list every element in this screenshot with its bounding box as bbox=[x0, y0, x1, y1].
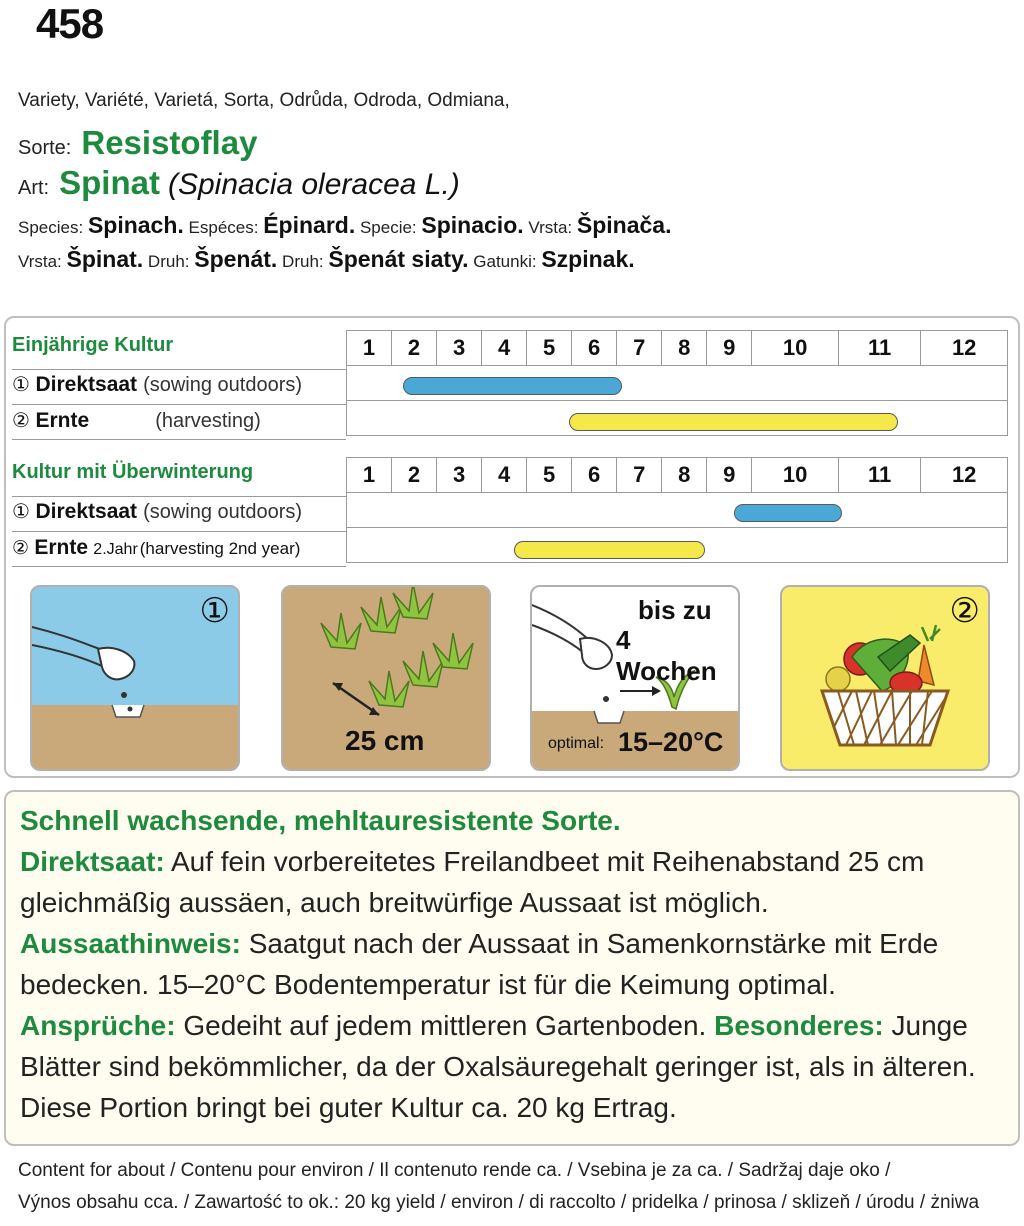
month-header-11: 11 bbox=[838, 458, 920, 493]
variety-row bbox=[18, 124, 257, 162]
aussaat-paragraph: Aussaathinweis: Saatgut nach der Aussaat in Samenkornstärke mit Erde bedecken. 15–20°C Bodentemperatur ist für die Keimung optimal. bbox=[20, 928, 939, 1000]
species-translations-line-2: Vrsta: Špinat. Druh: Špenát. Druh: Špenát siaty. Gatunki: Szpinak. bbox=[18, 246, 635, 272]
species-row bbox=[18, 164, 460, 202]
description-panel bbox=[4, 790, 1020, 1146]
annual-sowing-period-bar bbox=[403, 377, 622, 395]
product-number: 458 bbox=[36, 0, 104, 47]
overwinter-harvest-period-bar bbox=[514, 541, 705, 559]
footer-line-2: Výnos obsahu cca. / Zawartość to ok.: 20 kg yield / environ / di raccolto / pridelka / prinosa / sklizeň / úrodu / żniwa bbox=[18, 1192, 980, 1213]
annual-harvest-period-bar bbox=[569, 413, 898, 431]
month-header-5: 5 bbox=[527, 331, 572, 366]
harvest-pictogram bbox=[780, 585, 990, 771]
footer-line-1: Content for about / Contenu pour environ / Il contenuto rende ca. / Vsebina je za ca. / Sadržaj daje oko / bbox=[18, 1160, 891, 1181]
month-header-8: 8 bbox=[662, 458, 707, 493]
month-header-4: 4 bbox=[482, 331, 527, 366]
direktsaat-paragraph: Direktsaat: Auf fein vorbereitetes Freilandbeet mit Reihenabstand 25 cm gleichmäßig aussäen, auch breitwürfige Aussaat ist möglich. bbox=[20, 846, 925, 918]
spacing-pictogram bbox=[281, 585, 491, 771]
species-name: Spinat bbox=[59, 164, 160, 201]
latin-name: (Spinacia oleracea L.) bbox=[167, 168, 460, 201]
month-header-10: 10 bbox=[752, 331, 839, 366]
month-header-4: 4 bbox=[482, 458, 527, 493]
variety-label: Sorte: bbox=[18, 137, 72, 159]
month-header-11: 11 bbox=[838, 331, 920, 366]
month-header-12: 12 bbox=[921, 458, 1008, 493]
step-1-marker: ① bbox=[199, 592, 230, 630]
variety-name: Resistoflay bbox=[81, 124, 258, 161]
annual-harvest-label: ② Ernte (harvesting) bbox=[12, 409, 261, 432]
month-header-3: 3 bbox=[437, 331, 482, 366]
month-header-2: 2 bbox=[392, 458, 437, 493]
annual-sowing-label: ① Direktsaat (sowing outdoors) bbox=[12, 373, 303, 396]
month-header-2: 2 bbox=[392, 331, 437, 366]
step-2-marker: ② bbox=[949, 592, 980, 630]
overwinter-sowing-period-bar bbox=[734, 504, 842, 522]
month-header-10: 10 bbox=[752, 458, 839, 493]
overwinter-culture-title: Kultur mit Überwinterung bbox=[12, 461, 254, 483]
germination-pictogram bbox=[530, 585, 740, 771]
overwinter-harvest-label: ② Ernte 2.Jahr (harvesting 2nd year) bbox=[12, 536, 301, 559]
species-label: Art: bbox=[18, 177, 50, 199]
species-translations-line-1: Species: Spinach. Espéces: Épinard. Specie: Spinacio. Vrsta: Špinača. bbox=[18, 212, 672, 238]
optimal-temperature: 15–20°C bbox=[618, 727, 724, 757]
portion-sentence: Diese Portion bringt bei guter Kultur ca. 20 kg Ertrag. bbox=[20, 1092, 677, 1123]
month-header-6: 6 bbox=[572, 458, 617, 493]
month-header-5: 5 bbox=[527, 458, 572, 493]
overwinter-sowing-label: ① Direktsaat (sowing outdoors) bbox=[12, 500, 303, 523]
month-header-9: 9 bbox=[707, 331, 752, 366]
month-header-8: 8 bbox=[662, 331, 707, 366]
duration-line-2: 4 Wochen bbox=[616, 625, 717, 686]
row-spacing-value: 25 cm bbox=[345, 725, 425, 756]
ansprueche-paragraph: Ansprüche: Gedeiht auf jedem mittleren Gartenboden. Besonderes: Junge Blätter sind bekömmlicher, da der Oxalsäuregehalt geringer ist, als in älteren. bbox=[20, 1010, 976, 1082]
month-header-1: 1 bbox=[347, 458, 392, 493]
month-header-7: 7 bbox=[617, 458, 662, 493]
annual-culture-title: Einjährige Kultur bbox=[12, 334, 174, 356]
month-header-3: 3 bbox=[437, 458, 482, 493]
month-header-12: 12 bbox=[921, 331, 1008, 366]
duration-line-1: bis zu bbox=[638, 595, 712, 625]
month-header-9: 9 bbox=[707, 458, 752, 493]
month-header-7: 7 bbox=[617, 331, 662, 366]
optimal-label: optimal: bbox=[548, 735, 605, 752]
month-header-6: 6 bbox=[572, 331, 617, 366]
description-headline: Schnell wachsende, mehltauresistente Sorte. bbox=[20, 805, 621, 836]
sowing-pictogram bbox=[30, 585, 240, 771]
month-header-1: 1 bbox=[347, 331, 392, 366]
variety-languages: Variety, Variété, Varietá, Sorta, Odrůda, Odroda, Odmiana, bbox=[18, 90, 510, 111]
